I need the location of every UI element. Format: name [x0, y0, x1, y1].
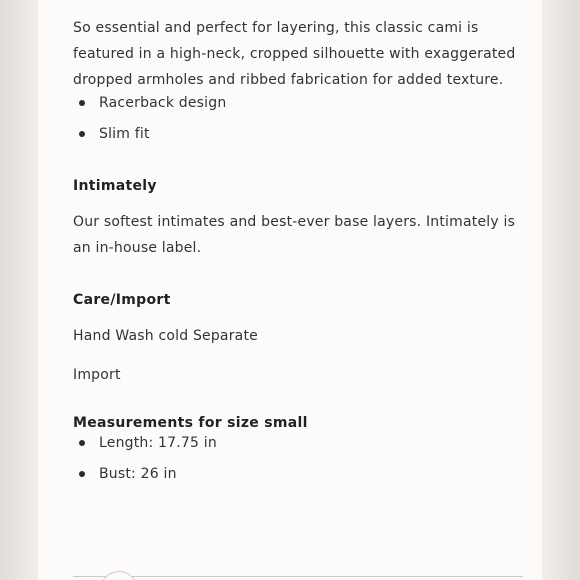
import-info: Import [73, 366, 121, 383]
bullet-icon [79, 100, 85, 106]
care-import-heading: Care/Import [73, 291, 171, 308]
feature-item-text: Slim fit [99, 126, 150, 143]
intimately-description: Our softest intimates and best-ever base layers. Intimately is an in-house label. [73, 214, 516, 257]
measurements-heading: Measurements for size small [73, 414, 308, 431]
section-divider [73, 576, 523, 577]
background-left-edge [0, 0, 38, 580]
feature-item-text: Racerback design [99, 95, 227, 112]
bullet-icon [79, 131, 85, 137]
bullet-icon [79, 440, 85, 446]
background-right-edge [542, 0, 580, 580]
product-description: So essential and perfect for layering, this classic cami is featured in a high-neck, cropped silhouette with exaggerated dropped armholes and ribbed fabrication for added texture. [73, 20, 516, 88]
feature-list [73, 93, 518, 144]
feature-item [73, 93, 518, 113]
circle-button-partial[interactable] [100, 571, 138, 580]
measurement-item [73, 433, 518, 453]
measurement-item-text: Bust: 26 in [99, 465, 177, 482]
product-details-content [73, 16, 518, 484]
bullet-icon [79, 471, 85, 477]
intimately-heading: Intimately [73, 178, 157, 195]
care-instructions: Hand Wash cold Separate [73, 327, 258, 344]
feature-item [73, 124, 518, 144]
measurement-item-text: Length: 17.75 in [99, 434, 217, 451]
measurement-item [73, 464, 518, 484]
measurements-list [73, 433, 518, 484]
product-details-panel [38, 0, 542, 580]
